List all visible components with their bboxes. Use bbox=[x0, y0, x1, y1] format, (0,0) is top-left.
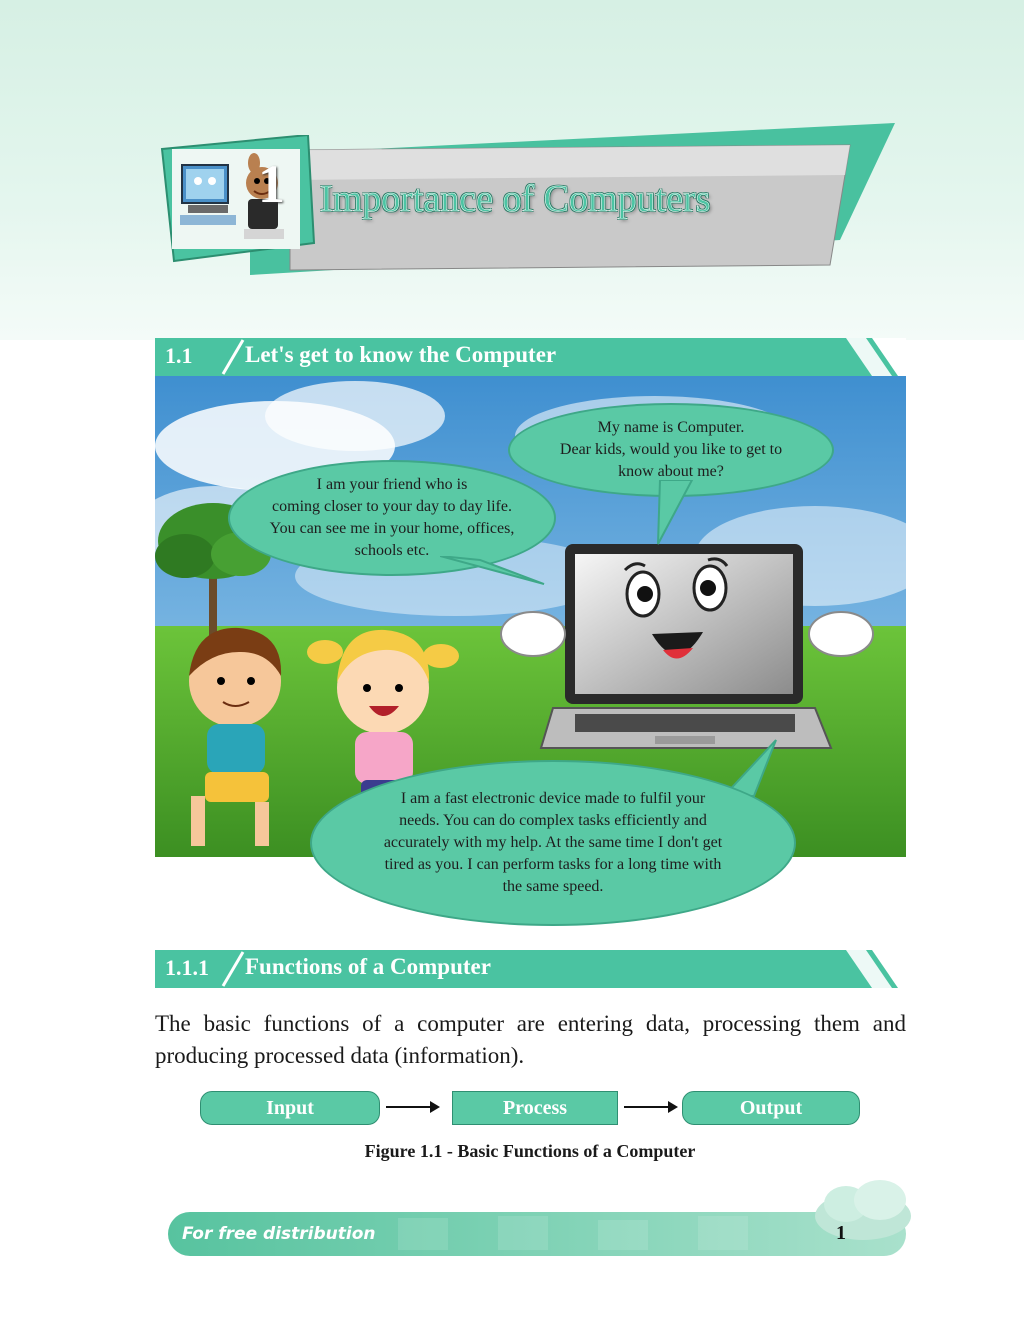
bubble-line: You can see me in your home, offices, bbox=[269, 520, 515, 537]
flow-input-box: Input bbox=[200, 1091, 380, 1125]
arrow-right-icon bbox=[384, 1098, 442, 1116]
speech-bubble-device-description bbox=[310, 760, 796, 926]
section-number: 1.1 bbox=[165, 343, 193, 368]
bubble-line: know about me? bbox=[618, 463, 724, 480]
cloud-icon bbox=[808, 1176, 918, 1246]
slash-divider bbox=[217, 338, 247, 376]
bubble-line: Dear kids, would you like to get to bbox=[559, 441, 783, 458]
bubble-tail bbox=[650, 480, 710, 546]
bubble-line: the same speed. bbox=[502, 878, 604, 895]
bubble-line: tired as you. I can perform tasks for a long time with bbox=[384, 856, 722, 873]
bubble-line: My name is Computer. bbox=[597, 419, 745, 436]
boy-computer-icon bbox=[158, 135, 318, 265]
section-heading-1-1 bbox=[155, 338, 906, 376]
flow-process-box: Process bbox=[452, 1091, 618, 1125]
bar-end-chevron-icon bbox=[846, 338, 906, 376]
bubble-line: I am your friend who is bbox=[316, 476, 468, 493]
flow-output-box: Output bbox=[682, 1091, 860, 1125]
bubble-line: needs. You can do complex tasks efficiently and bbox=[399, 812, 707, 829]
slash-divider bbox=[217, 950, 247, 988]
chapter-banner bbox=[140, 115, 900, 285]
bubble-line: schools etc. bbox=[354, 542, 430, 559]
section-number: 1.1.1 bbox=[165, 955, 209, 980]
chapter-number: 1 bbox=[258, 154, 285, 214]
bubble-line: I am a fast electronic device made to fulfil your bbox=[400, 790, 706, 807]
functions-paragraph: The basic functions of a computer are entering data, processing them and producing processed data (information). bbox=[155, 1011, 906, 1068]
section-heading-1-1-1 bbox=[155, 950, 906, 988]
footer-label: For free distribution bbox=[182, 1224, 376, 1244]
bubble-line: coming closer to your day to day life. bbox=[272, 498, 512, 515]
bubble-line: accurately with my help. At the same time I don't get bbox=[383, 834, 723, 851]
chapter-title: Importance of Computers bbox=[320, 178, 711, 220]
page-footer bbox=[168, 1212, 906, 1256]
bar-end-chevron-icon bbox=[846, 950, 906, 988]
section-title: Functions of a Computer bbox=[245, 954, 491, 979]
arrow-right-icon bbox=[622, 1098, 680, 1116]
bubble-tail bbox=[440, 556, 550, 586]
page-number: 1 bbox=[836, 1222, 846, 1244]
section-title: Let's get to know the Computer bbox=[245, 342, 557, 367]
figure-caption: Figure 1.1 - Basic Functions of a Computer bbox=[364, 1141, 696, 1161]
